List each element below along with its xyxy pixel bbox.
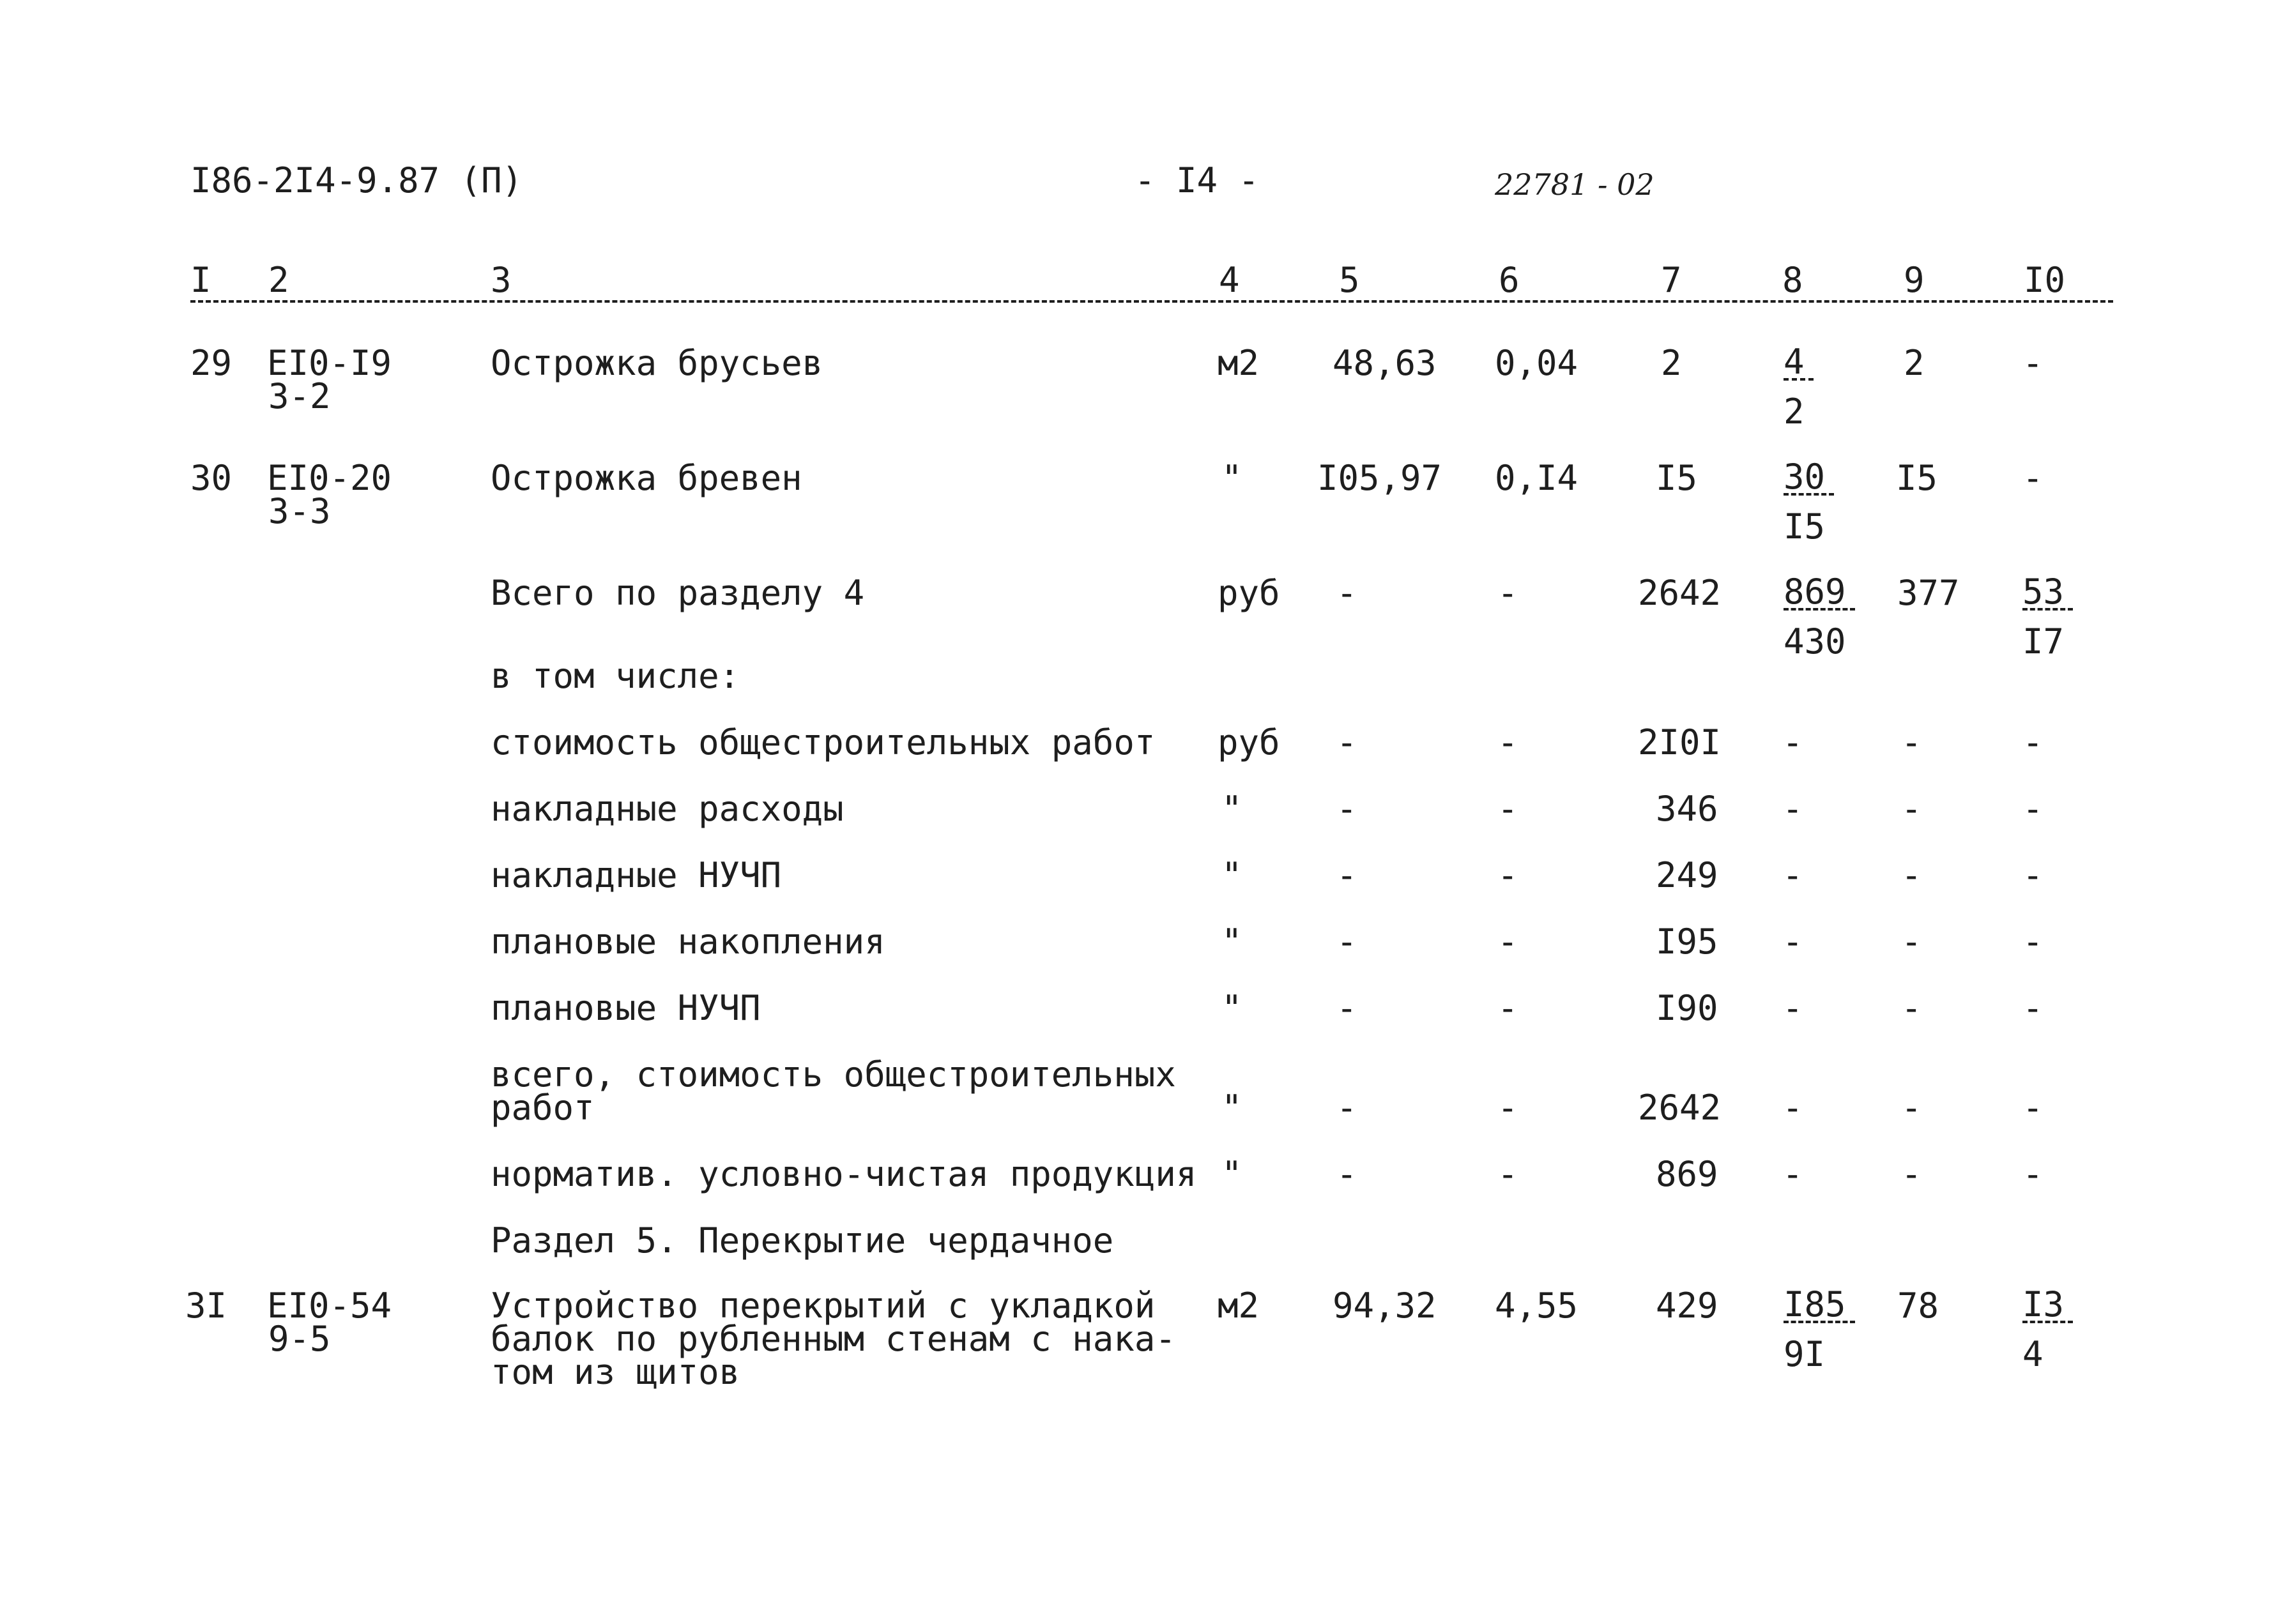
document-code: I86-2I4-9.87 (П) — [190, 160, 523, 201]
fraction-col8 — [1784, 572, 1855, 662]
fraction-denominator: 4 — [2022, 1334, 2044, 1374]
value-col7: I5 — [1656, 458, 1698, 498]
value-col8: - — [1782, 1154, 1803, 1194]
unit: " — [1221, 855, 1242, 895]
fraction-numerator: 4 — [1784, 346, 1814, 381]
value-col6: - — [1497, 789, 1518, 829]
fraction-numerator: 53 — [2022, 576, 2073, 611]
value-col7: 2 — [1661, 343, 1682, 383]
quantity: 94,32 — [1333, 1286, 1437, 1326]
value-col9: 78 — [1897, 1286, 1939, 1326]
fraction-denominator: 9I — [1784, 1334, 1826, 1374]
row-number: 29 — [190, 343, 233, 383]
value-col6: 4,55 — [1495, 1286, 1578, 1326]
fraction-numerator: I3 — [2022, 1289, 2073, 1323]
price-code-sub: 3-3 — [268, 491, 331, 531]
value-col7: 869 — [1656, 1154, 1718, 1194]
unit: м2 — [1218, 343, 1260, 383]
fraction-numerator: I85 — [1784, 1289, 1855, 1323]
value-col7: 346 — [1656, 789, 1718, 829]
value-col9: - — [1901, 789, 1922, 829]
column-header: 4 — [1219, 260, 1240, 300]
fraction-numerator: 869 — [1784, 576, 1855, 611]
column-header: 3 — [491, 260, 512, 300]
value-col5: - — [1336, 988, 1357, 1028]
quantity: 48,63 — [1333, 343, 1437, 383]
work-name: накладные расходы — [491, 789, 844, 829]
value-col7: 249 — [1656, 855, 1718, 895]
value-col7: 2642 — [1638, 573, 1722, 613]
price-code-sub: 3-2 — [268, 376, 331, 416]
value-col6: - — [1497, 988, 1518, 1028]
column-header: 8 — [1782, 260, 1803, 300]
fraction-col8 — [1784, 457, 1834, 547]
value-col9: - — [1901, 1154, 1922, 1194]
value-col10: - — [2022, 855, 2044, 895]
column-header: 7 — [1661, 260, 1682, 300]
page-number: - I4 - — [1135, 160, 1260, 201]
value-col5: - — [1336, 1154, 1357, 1194]
value-col6: - — [1497, 1088, 1518, 1128]
price-code: EI0-54 — [267, 1286, 392, 1326]
unit: " — [1221, 789, 1242, 829]
value-col10: - — [2022, 922, 2044, 962]
work-name: плановые накопления — [491, 922, 885, 962]
value-col7: 2I0I — [1638, 722, 1722, 763]
value-col5: - — [1336, 1088, 1357, 1128]
column-header: 2 — [268, 260, 289, 300]
unit: " — [1221, 988, 1242, 1028]
value-col9: - — [1901, 1088, 1922, 1128]
value-col6: - — [1497, 855, 1518, 895]
row-number: 3I — [185, 1286, 227, 1326]
fraction-col10 — [2022, 1284, 2073, 1374]
value-col7: I90 — [1656, 988, 1718, 1028]
unit: руб — [1218, 722, 1280, 763]
value-col10: - — [2022, 722, 2044, 763]
work-name: стоимость общестроительных работ — [491, 722, 1156, 763]
work-name: Устройство перекрытий с укладкой — [491, 1286, 1156, 1326]
fraction-denominator: I7 — [2022, 621, 2065, 662]
handwritten-reference: 22781 - 02 — [1495, 167, 1654, 202]
value-col9: I5 — [1896, 458, 1938, 498]
value-col7: 2642 — [1638, 1088, 1722, 1128]
value-col8: - — [1782, 855, 1803, 895]
value-col5: - — [1336, 573, 1357, 613]
work-name: плановые НУЧП — [491, 988, 761, 1028]
work-name: Острожка брусьев — [491, 343, 823, 383]
column-header: 6 — [1499, 260, 1520, 300]
value-col6: - — [1497, 573, 1518, 613]
value-col8: - — [1782, 922, 1803, 962]
row-number: 30 — [190, 458, 233, 498]
value-col6: 0,04 — [1495, 343, 1578, 383]
work-name-continued: балок по рубленным стенам с нака- — [491, 1319, 1176, 1359]
quantity: I05,97 — [1317, 458, 1442, 498]
unit: " — [1221, 458, 1242, 498]
value-col5: - — [1336, 855, 1357, 895]
fraction-col8 — [1784, 342, 1814, 432]
value-col10: - — [2022, 343, 2044, 383]
value-col8: - — [1782, 789, 1803, 829]
column-header: 5 — [1339, 260, 1360, 300]
unit: " — [1221, 1154, 1242, 1194]
fraction-numerator: 30 — [1784, 461, 1834, 496]
value-col9: - — [1901, 988, 1922, 1028]
fraction-denominator: 430 — [1784, 621, 1846, 662]
value-col9: 377 — [1897, 573, 1960, 613]
value-col5: - — [1336, 922, 1357, 962]
fraction-col10 — [2022, 572, 2073, 662]
value-col8: - — [1782, 988, 1803, 1028]
work-name-continued: том из щитов — [491, 1352, 740, 1392]
value-col8: - — [1782, 1088, 1803, 1128]
fraction-denominator: I5 — [1784, 506, 1826, 547]
value-col5: - — [1336, 789, 1357, 829]
work-name: Острожка бревен — [491, 458, 802, 498]
value-col6: - — [1497, 1154, 1518, 1194]
unit: " — [1221, 1088, 1242, 1128]
work-name: норматив. условно-чистая продукция — [491, 1154, 1197, 1194]
unit: м2 — [1218, 1286, 1260, 1326]
value-col9: 2 — [1904, 343, 1925, 383]
value-col6: 0,I4 — [1495, 458, 1578, 498]
work-name: Всего по разделу 4 — [491, 573, 865, 613]
work-name: накладные НУЧП — [491, 855, 782, 895]
value-col5: - — [1336, 722, 1357, 763]
value-col10: - — [2022, 988, 2044, 1028]
column-header: I0 — [2024, 260, 2066, 300]
price-code: EI0-I9 — [267, 343, 392, 383]
value-col6: - — [1497, 722, 1518, 763]
price-code: EI0-20 — [267, 458, 392, 498]
including-label: в том числе: — [491, 656, 740, 696]
value-col10: - — [2022, 789, 2044, 829]
column-header: 9 — [1904, 260, 1925, 300]
unit: " — [1221, 922, 1242, 962]
price-code-sub: 9-5 — [268, 1319, 331, 1359]
value-col6: - — [1497, 922, 1518, 962]
value-col10: - — [2022, 458, 2044, 498]
value-col7: I95 — [1656, 922, 1718, 962]
fraction-denominator: 2 — [1784, 391, 1805, 432]
value-col10: - — [2022, 1088, 2044, 1128]
value-col9: - — [1901, 855, 1922, 895]
work-name: всего, стоимость общестроительных — [491, 1054, 1176, 1095]
value-col7: 429 — [1656, 1286, 1718, 1326]
value-col9: - — [1901, 722, 1922, 763]
value-col8: - — [1782, 722, 1803, 763]
column-header: I — [190, 260, 211, 300]
work-name-continued: работ — [491, 1088, 595, 1128]
value-col10: - — [2022, 1154, 2044, 1194]
value-col9: - — [1901, 922, 1922, 962]
unit: руб — [1218, 573, 1280, 613]
fraction-col8 — [1784, 1284, 1855, 1374]
section-heading: Раздел 5. Перекрытие чердачное — [491, 1220, 1114, 1261]
header-divider — [190, 300, 2113, 303]
